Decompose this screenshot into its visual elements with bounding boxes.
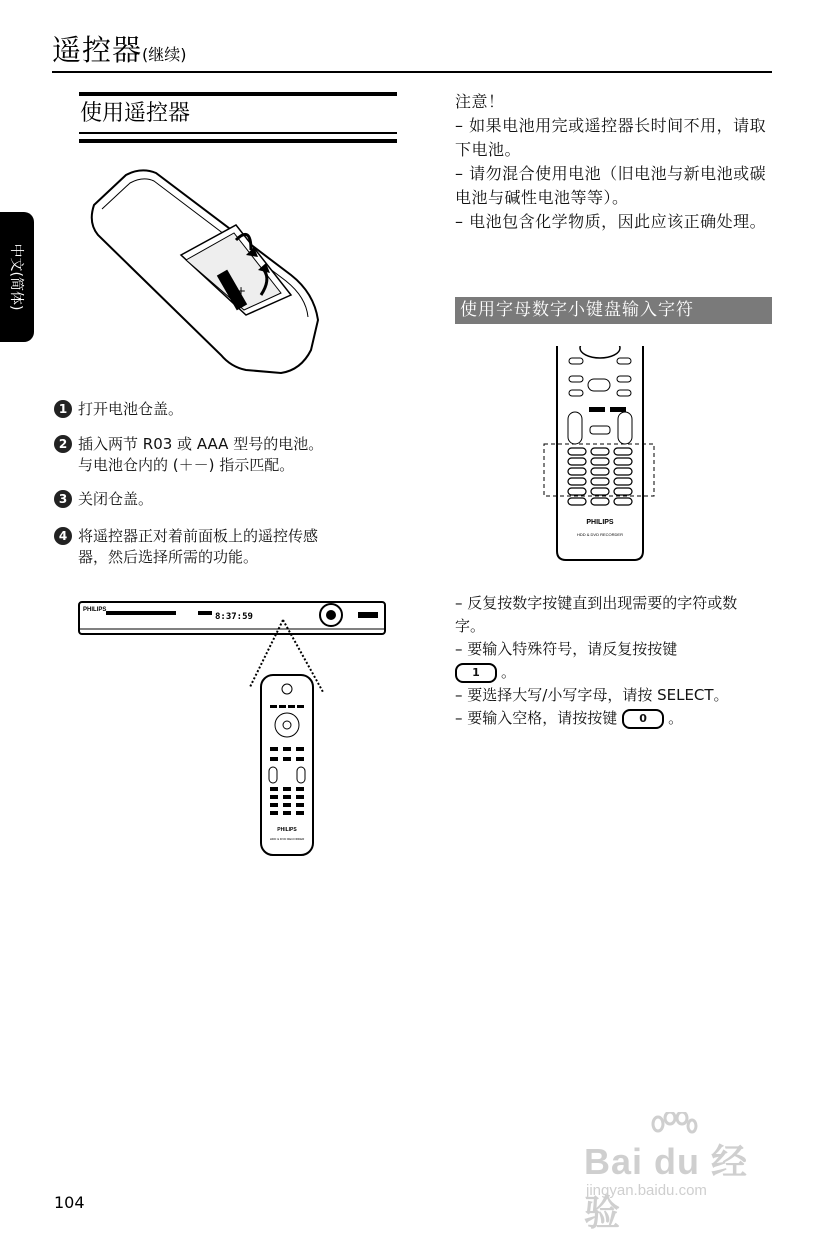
language-tab-label: 中文(简体) <box>8 243 24 311</box>
keypad-line: – 反复按数字按键直到出现需要的字符或数字。 <box>455 594 738 635</box>
watermark <box>584 1112 774 1233</box>
step-2 <box>54 434 323 476</box>
language-tab <box>0 212 34 342</box>
watermark-brand: Bai du 经验 <box>584 1141 749 1233</box>
battery-illustration <box>86 165 326 385</box>
page-number: 104 <box>54 1193 85 1212</box>
step-text: 关闭仓盖。 <box>78 490 154 508</box>
note-block <box>455 90 767 234</box>
step-text: 插入两节 R03 或 AAA 型号的电池。 <box>78 435 324 453</box>
section-title: 使用遥控器 <box>80 101 191 126</box>
section-rule-top <box>79 92 397 96</box>
svg-text:+: + <box>236 284 247 298</box>
keypad-remote-model: HDD & DVD RECORDER <box>576 532 624 537</box>
key-1-icon: 1 <box>455 663 497 683</box>
keypad-line: – 要输入特殊符号，请反复按按键 1 。 <box>455 640 678 681</box>
step-3 <box>54 489 153 510</box>
step-number: 3 <box>54 490 72 508</box>
title-rule <box>52 71 772 73</box>
key-0-icon: 0 <box>622 709 664 729</box>
section-heading-bar: 使用字母数字小键盘输入字符 <box>455 297 772 324</box>
step-text: 打开电池仓盖。 <box>78 400 184 418</box>
page-subtitle: (继续) <box>142 45 187 64</box>
keypad-remote-brand: PHILIPS <box>586 519 614 526</box>
watermark-url: jingyan.baidu.com <box>586 1182 707 1199</box>
recorder-remote-illustration <box>78 597 388 859</box>
remote-model: HDD & DVD RECORDER <box>269 837 305 841</box>
step-number: 1 <box>54 400 72 418</box>
note-item: – 电池包含化学物质，因此应该正确处理。 <box>455 212 767 231</box>
note-item: – 如果电池用完或遥控器长时间不用，请取下电池。 <box>455 116 767 159</box>
keypad-illustration <box>540 346 658 564</box>
step-text: 器，然后选择所需的功能。 <box>78 548 259 566</box>
step-4 <box>54 526 318 568</box>
step-number: 4 <box>54 527 72 545</box>
section-rule-mid <box>79 132 397 134</box>
section-rule-bottom <box>79 139 397 143</box>
step-1 <box>54 399 183 420</box>
recorder-display: 8:37:59 <box>215 612 253 622</box>
step-number: 2 <box>54 435 72 453</box>
step-text: 将遥控器正对着前面板上的遥控传感 <box>78 527 319 545</box>
note-item: – 请勿混合使用电池（旧电池与新电池或碳电池与碱性电池等等）。 <box>455 164 767 207</box>
keypad-line: – 要选择大写/小写字母，请按 SELECT。 <box>455 686 729 704</box>
note-heading: 注意！ <box>455 92 505 111</box>
page-title: 遥控器(继续) <box>52 33 187 67</box>
remote-brand: PHILIPS <box>277 827 297 833</box>
step-text: 与电池仓内的 (＋－) 指示匹配。 <box>78 456 295 474</box>
keypad-line: – 要输入空格，请按按键 0 。 <box>455 709 684 727</box>
recorder-brand: PHILIPS <box>83 607 107 613</box>
keypad-instructions <box>455 592 765 730</box>
